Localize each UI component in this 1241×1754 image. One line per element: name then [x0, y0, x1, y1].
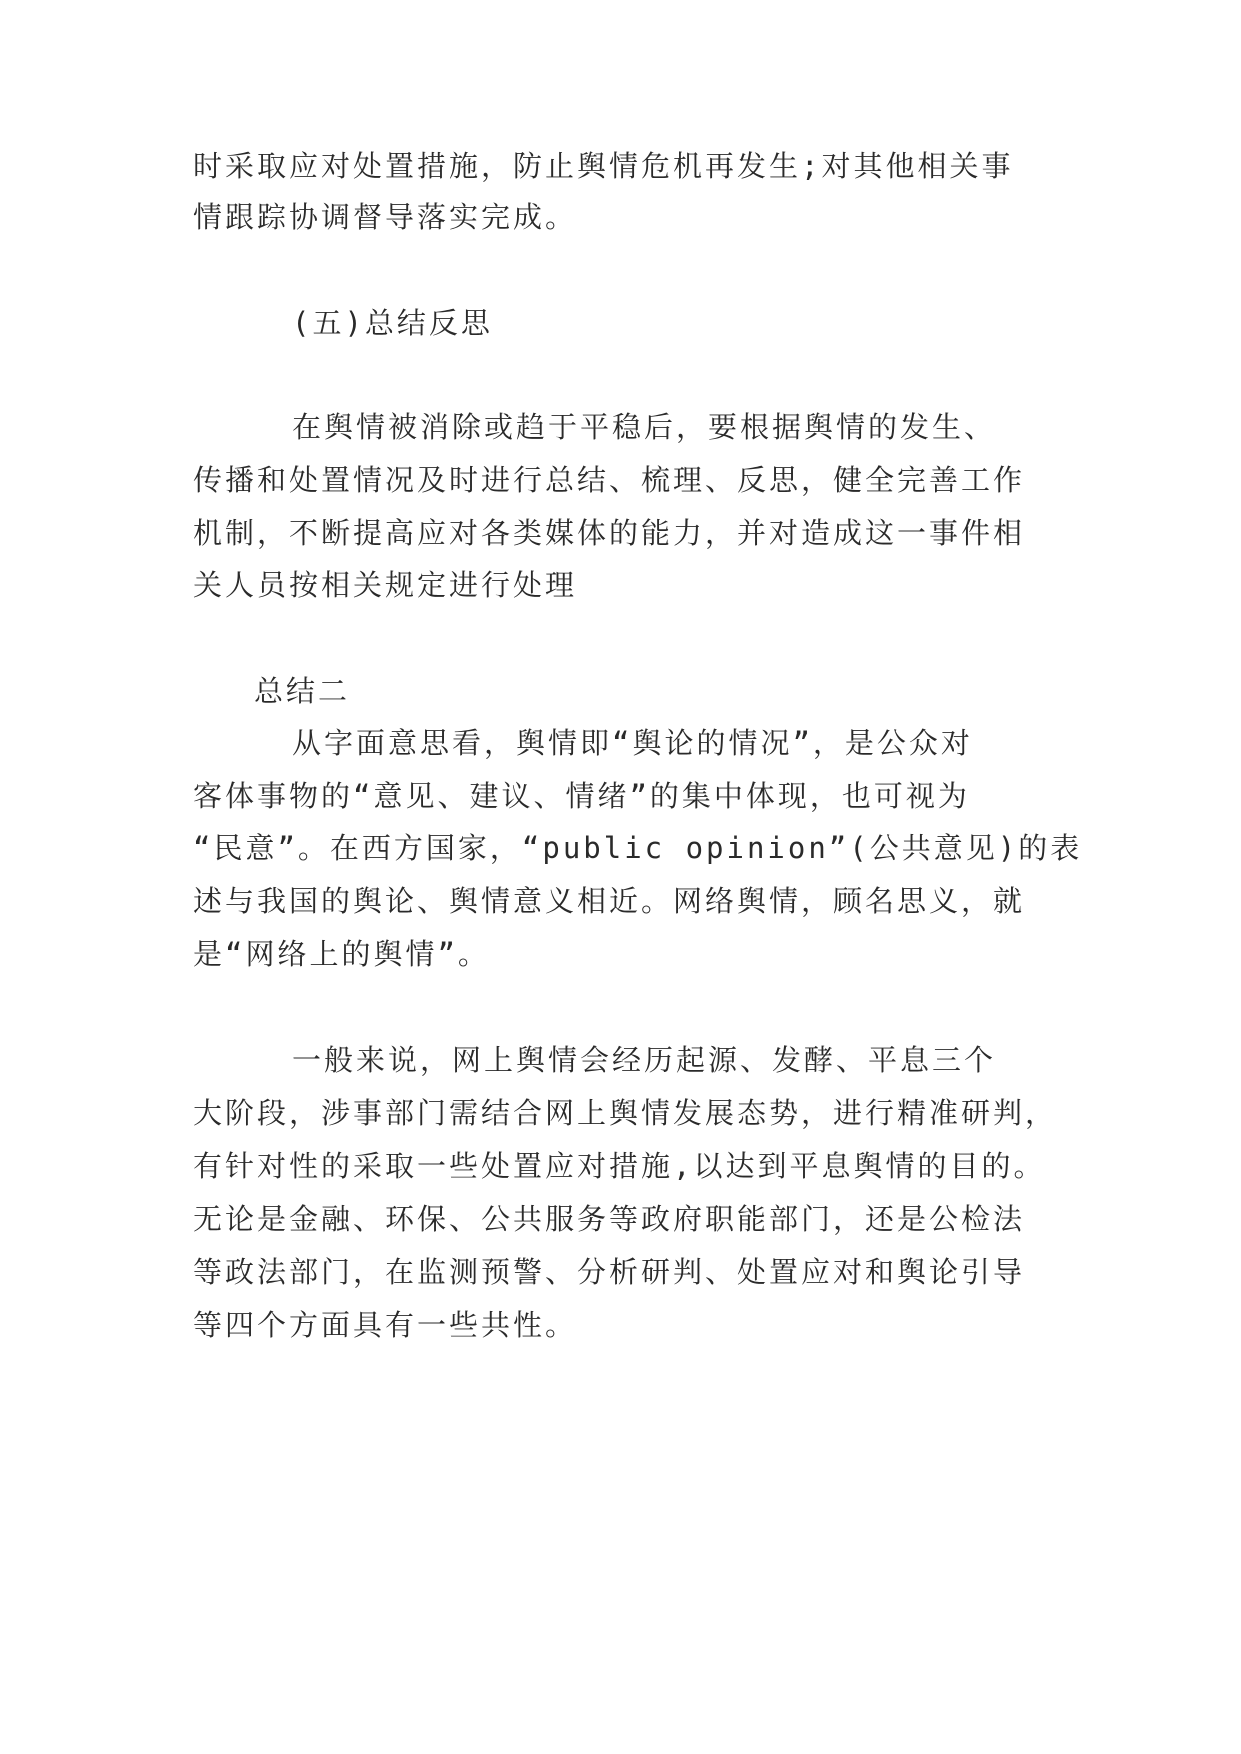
- paragraph-2-line-2: 传播和处置情况及时进行总结、梳理、反思，健全完善工作: [193, 463, 1026, 497]
- paragraph-2-line-4: 关人员按相关规定进行处理: [193, 568, 578, 602]
- paragraph-1-line-2: 情跟踪协调督导落实完成。: [193, 200, 578, 234]
- summary-2-title: 总结二: [254, 674, 351, 708]
- paragraph-4-line-2: 大阶段，涉事部门需结合网上舆情发展态势，进行精准研判，: [193, 1096, 1058, 1130]
- paragraph-4-line-1: 一般来说，网上舆情会经历起源、发酵、平息三个: [292, 1043, 997, 1077]
- paragraph-4-line-3: 有针对性的采取一些处置应对措施,以达到平息舆情的目的。: [193, 1149, 1046, 1183]
- paragraph-3-line-1: 从字面意思看，舆情即“舆论的情况”，是公众对: [292, 726, 973, 760]
- paragraph-4-line-6: 等四个方面具有一些共性。: [193, 1308, 578, 1342]
- paragraph-3-line-3: “民意”。在西方国家，“public opinion”(公共意见)的表: [193, 831, 1083, 865]
- paragraph-4-line-4: 无论是金融、环保、公共服务等政府职能部门，还是公检法: [193, 1202, 1026, 1236]
- paragraph-4-line-5: 等政法部门，在监测预警、分析研判、处置应对和舆论引导: [193, 1255, 1026, 1289]
- paragraph-3-line-2: 客体事物的“意见、建议、情绪”的集中体现，也可视为: [193, 779, 970, 813]
- paragraph-3-line-4: 述与我国的舆论、舆情意义相近。网络舆情，顾名思义，就: [193, 884, 1026, 918]
- paragraph-2-line-1: 在舆情被消除或趋于平稳后，要根据舆情的发生、: [292, 410, 997, 444]
- paragraph-1-line-1: 时采取应对处置措施，防止舆情危机再发生;对其他相关事: [193, 149, 1014, 183]
- paragraph-2-line-3: 机制，不断提高应对各类媒体的能力，并对造成这一事件相: [193, 516, 1026, 550]
- paragraph-3-line-5: 是“网络上的舆情”。: [193, 937, 490, 971]
- section-heading-5: (五)总结反思: [292, 306, 493, 340]
